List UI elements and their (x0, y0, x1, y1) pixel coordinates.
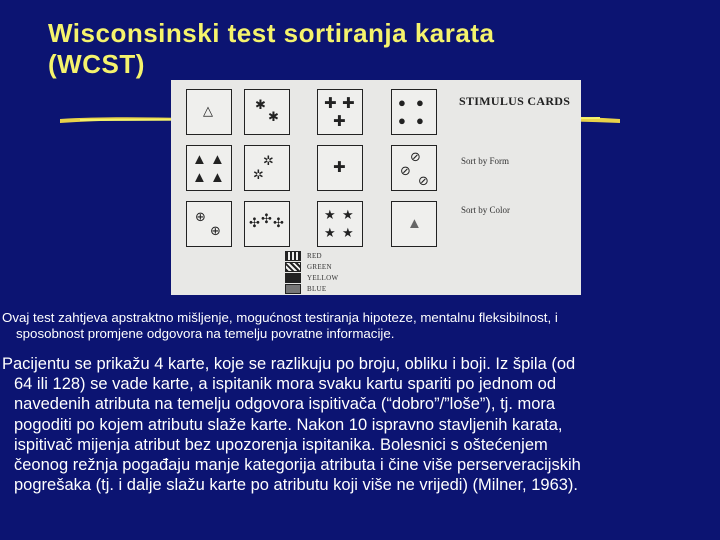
triangle-icon: ▲ (210, 151, 225, 168)
cross-outline-icon: ✣ (249, 215, 260, 230)
body-line: 64 ili 128) se vade karte, a ispitanik mora svaku kartu spariti po jednom od (14, 375, 557, 394)
legend-row-red (285, 250, 338, 261)
star-icon: ★ (324, 207, 336, 222)
sort-by-form-label: Sort by Form (461, 156, 510, 166)
circle-outline-icon: ⊕ (195, 209, 206, 224)
card-four-triangles (186, 145, 232, 191)
body-paragraph (2, 354, 718, 495)
triangle-icon: ▲ (192, 151, 207, 168)
cross-icon: ✚ (333, 113, 346, 130)
star-icon: ✱ (255, 97, 266, 112)
legend-row-blue (285, 283, 338, 294)
triangle-icon: ▲ (192, 169, 207, 186)
legend-row-yellow (285, 272, 338, 283)
slide-title (48, 18, 648, 80)
sort-by-color-label: Sort by Color (461, 205, 511, 215)
star-icon: ★ (342, 225, 354, 240)
card-three-crosses (317, 89, 363, 135)
card-three-hatched-circles (391, 145, 437, 191)
triangle-icon: ▲ (210, 169, 225, 186)
title-line-1: Wisconsinski test sortiranja karata (48, 18, 495, 48)
legend-label-blue: BLUE (307, 284, 327, 293)
circle-icon: ● (416, 113, 424, 128)
triangle-icon: ▲ (407, 215, 422, 232)
cross-icon: ✚ (342, 95, 355, 112)
circle-icon: ● (416, 95, 424, 110)
circle-icon: ● (398, 113, 406, 128)
body-line: pogoditi po kojem atributu slaže karte. Nakon 10 ispravno stavljenih karata, (14, 415, 563, 434)
star-outline-icon: ✲ (263, 153, 274, 168)
body-line: Pacijentu se prikažu 4 karte, koje se razlikuju po broju, obliku i boji. Iz špila (od (2, 355, 576, 373)
title-line-2: (WCST) (48, 49, 145, 80)
cross-icon: ✚ (333, 159, 346, 176)
legend-label-green: GREEN (307, 262, 332, 271)
legend-row-green (285, 261, 338, 272)
card-two-star-outlines (244, 145, 290, 191)
intro-line: sposobnost promjene odgovora na temelju povratne informacije. (16, 326, 395, 341)
card-one-triangle-filled (391, 201, 437, 247)
card-two-circle-outlines (186, 201, 232, 247)
card-one-triangle (186, 89, 232, 135)
cross-outline-icon: ✣ (261, 211, 272, 226)
color-legend (285, 250, 338, 294)
card-four-stars (317, 201, 363, 247)
intro-paragraph (2, 310, 712, 342)
body-line: navedenih atributa na temelju odgovora ispitivača (“dobro”/”loše”), tj. mora (14, 395, 556, 414)
body-line: čeonog režnja pogađaju manje kategorija atributa i čine više perserveracijskih (14, 456, 581, 475)
wcst-figure (171, 80, 581, 295)
card-two-stars (244, 89, 290, 135)
triangle-outline-icon: △ (203, 103, 213, 118)
card-four-circles (391, 89, 437, 135)
body-line: ispitivač mijenja atribut bez upozorenja ispitanika. Bolesnici s oštećenjem (14, 435, 548, 454)
intro-line: Ovaj test zahtjeva apstraktno mišljenje, mogućnost testiranja hipoteze, mentalnu fleksibilnost, i (2, 310, 558, 325)
hatched-circle-icon: ⊘ (400, 163, 411, 178)
star-icon: ★ (342, 207, 354, 222)
body-line: pogrešaka (tj. i dalje slažu karte po atributu koji više ne vrijedi) (Milner, 1963). (14, 476, 579, 495)
blue-swatch (285, 284, 301, 294)
yellow-swatch (285, 273, 301, 283)
hatched-circle-icon: ⊘ (418, 173, 429, 188)
cross-icon: ✚ (324, 95, 337, 112)
card-three-cross-outlines (244, 201, 290, 247)
cross-outline-icon: ✣ (273, 215, 284, 230)
card-one-cross (317, 145, 363, 191)
stimulus-cards-title: STIMULUS CARDS (459, 94, 571, 108)
star-outline-icon: ✲ (253, 167, 264, 182)
red-swatch (285, 251, 301, 261)
star-icon: ★ (324, 225, 336, 240)
legend-label-yellow: YELLOW (307, 273, 339, 282)
star-icon: ✱ (268, 109, 279, 124)
hatched-circle-icon: ⊘ (410, 149, 421, 164)
circle-icon: ● (398, 95, 406, 110)
green-swatch (285, 262, 301, 272)
circle-outline-icon: ⊕ (210, 223, 221, 238)
legend-label-red: RED (307, 251, 322, 260)
